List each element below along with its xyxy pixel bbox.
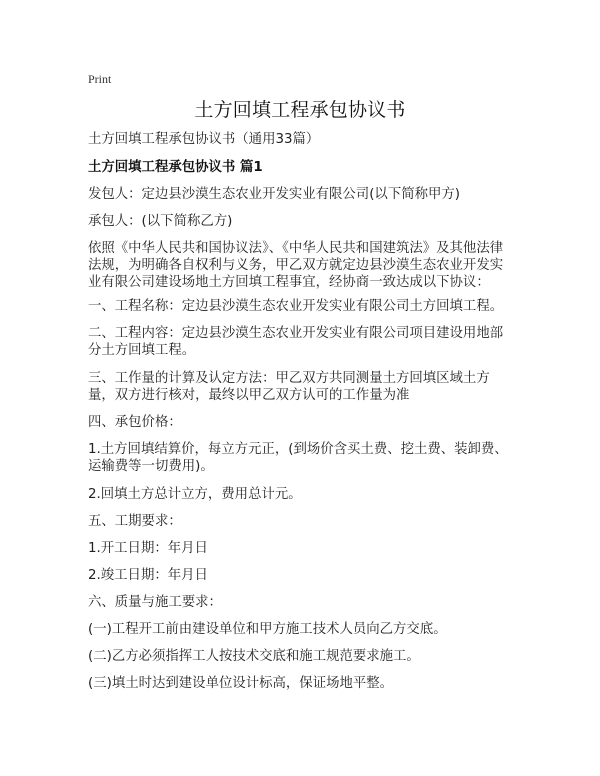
paragraph-quality-item-3: (三)填土时达到建设单位设计标高，保证场地平整。 xyxy=(88,676,394,691)
paragraph-schedule-heading: 五、工期要求： xyxy=(88,514,182,529)
print-label: Print xyxy=(88,72,112,86)
paragraph-start-date: 1.开工日期：年月日 xyxy=(88,541,208,556)
document-subtitle: 土方回填工程承包协议书（通用33篇） xyxy=(88,132,320,147)
paragraph-contract-price-heading: 四、承包价格： xyxy=(88,415,182,430)
paragraph-quality-item-1: (一)工程开工前由建设单位和甲方施工技术人员向乙方交底。 xyxy=(88,622,447,637)
section-heading: 土方回填工程承包协议书 篇1 xyxy=(88,160,263,175)
paragraph-quality-heading: 六、质量与施工要求： xyxy=(88,595,222,610)
paragraph-quality-item-2: (二)乙方必须指挥工人按技术交底和施工规范要求施工。 xyxy=(88,649,420,664)
paragraph-preamble: 依照《中华人民共和国协议法》、《中华人民共和国建筑法》及其他法律法规，为明确各自权利与义务，甲乙双方就定边县沙漠生态农业开发实业有限公司建设场地土方回填工程事宜，经协商一致达成以下协议： xyxy=(88,241,504,290)
document-title: 土方回填工程承包协议书 xyxy=(194,99,406,121)
paragraph-completion-date: 2.竣工日期：年月日 xyxy=(88,568,208,583)
paragraph-settlement-price: 1.土方回填结算价，每立方元正，(到场价含买土费、挖土费、装卸费、运输费等一切费用)。 xyxy=(88,442,508,474)
paragraph-workload-method: 三、工作量的计算及认定方法：甲乙双方共同测量土方回填区域土方量，双方进行核对，最终以甲乙双方认可的工作量为准 xyxy=(88,371,490,403)
paragraph-employer: 发包人：定边县沙漠生态农业开发实业有限公司(以下简称甲方) xyxy=(88,187,460,202)
paragraph-project-content: 二、工程内容：定边县沙漠生态农业开发实业有限公司项目建设用地部分土方回填工程。 xyxy=(88,326,504,358)
paragraph-contractor: 承包人：(以下简称乙方) xyxy=(88,214,233,229)
paragraph-total-volume: 2.回填土方总计立方，费用总计元。 xyxy=(88,487,302,502)
paragraph-project-name: 一、工程名称：定边县沙漠生态农业开发实业有限公司土方回填工程。 xyxy=(88,299,504,314)
